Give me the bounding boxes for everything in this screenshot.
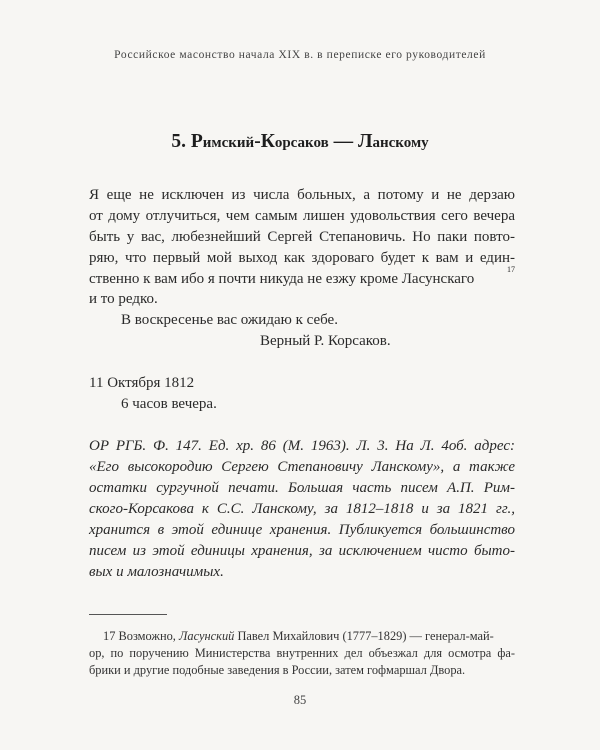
archival-line: ского-Корсакова к С.С. Ланскому, за 1812–1818 и за 1821 гг., (89, 501, 515, 517)
letter-line: быть у вас, любезнейший Сергей Степановичь. Но паки повто- (89, 229, 515, 245)
footnote-line1: Павел Михайлович (1777–1829) — генерал-май- (234, 629, 494, 643)
footnote-name: Ласунский (179, 629, 235, 643)
letter-line: ственно к вам ибо я почти никуда не езжу кроме Ласунскаго (89, 271, 475, 287)
footnote-divider (89, 614, 167, 615)
letter-line: от дому отлучиться, чем самым лишен удовольствия сего вечера (89, 208, 515, 224)
footnote-line: 17 Возможно, Ласунский Павел Михайлович (1777–1829) — генерал-май- (89, 627, 515, 646)
footnote-line: ор, по поручению Министерства внутренних дел объезжал для осмотра фа- (89, 646, 515, 660)
footnote-line: брики и другие подобные заведения в России, затем гофмаршал Двора. (89, 663, 466, 677)
title-smallcaps-k: орсаков (274, 135, 329, 151)
title-smallcaps-l: анскому (372, 135, 429, 151)
title-separator: — (328, 131, 358, 152)
footnote-ref: 17 (507, 265, 515, 274)
archival-line: «Его высокородию Сергею Степановичу Ланскому», а также (89, 459, 515, 475)
letter-line-with-ref (89, 265, 515, 289)
title-initial-k: К (260, 131, 275, 152)
archival-line: вых и малозначимых. (89, 564, 224, 580)
letter-line: Я еще не исключен из числа больных, а потому и не дерзаю (89, 187, 515, 203)
running-header: Российское масонство начала XIX в. в переписке его руководителей (114, 49, 486, 61)
archival-line: ОР РГБ. Ф. 147. Ед. хр. 86 (М. 1963). Л. 3. На Л. 4об. адрес: (89, 438, 515, 454)
letter-line: и то редко. (89, 291, 158, 307)
title-hyphen: - (254, 131, 261, 152)
section-number: 5. (171, 131, 191, 152)
section-title (0, 131, 600, 153)
letter-line: ряю, что первый мой выход как здороваго будет к вам и един- (89, 250, 515, 266)
footnote-number: 17 (103, 629, 116, 643)
title-initial-r: Р (190, 131, 203, 152)
letter-signature: Верный Р. Корсаков. (260, 333, 391, 349)
title-initial-l: Л (357, 131, 373, 152)
title-smallcaps-r: имский (202, 135, 255, 151)
letter-time: 6 часов вечера. (121, 396, 217, 412)
archival-line: остатки сургучной печати. Большая часть писем А.П. Рим- (89, 480, 515, 496)
page-number: 85 (293, 693, 307, 707)
letter-date: 11 Октября 1812 (89, 375, 195, 391)
archival-line: писем из этой единицы хранения, за исключением чисто быто- (89, 543, 515, 559)
letter-postscript: В воскресенье вас ожидаю к себе. (121, 312, 338, 328)
archival-line: хранится в этой единице хранения. Публикуется большинство (89, 522, 515, 538)
